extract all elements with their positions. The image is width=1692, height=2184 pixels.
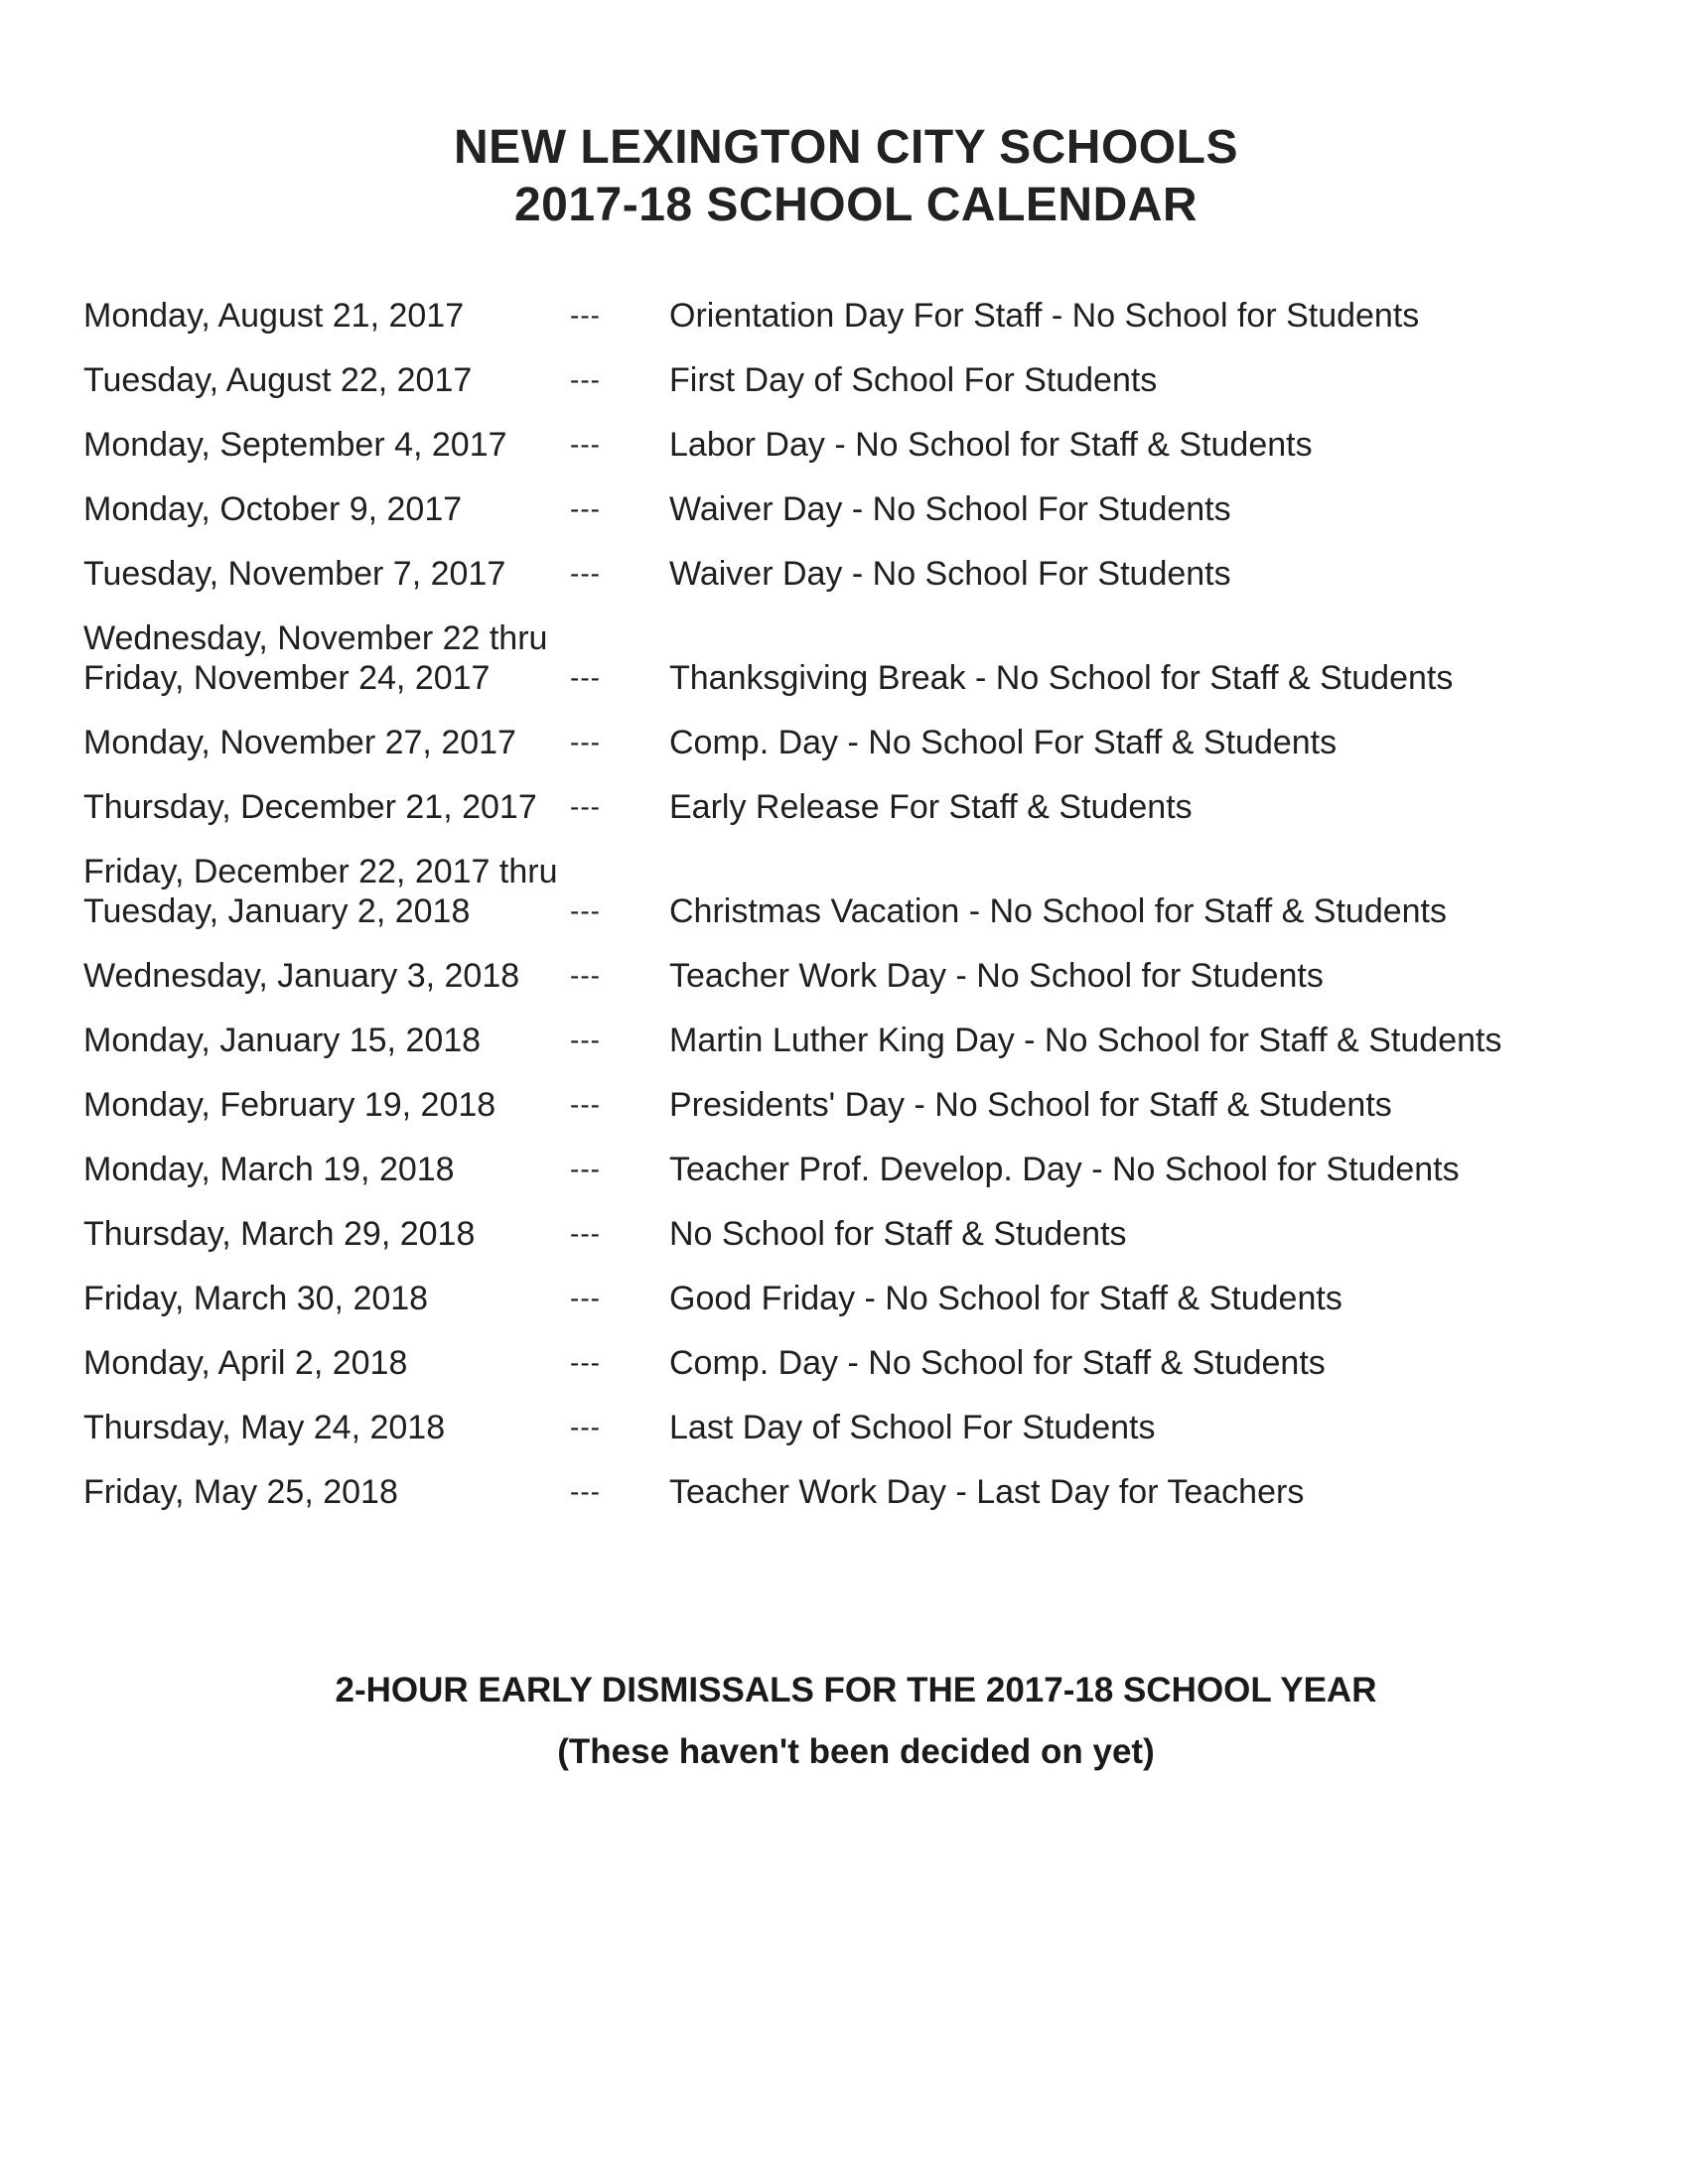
event-row [83,1279,1613,1318]
event-description: Christmas Vacation - No School for Staff & Students [669,892,1447,930]
event-row [83,554,1613,594]
event-date-line: Thursday, May 24, 2018 [83,1409,446,1446]
early-dismissal-heading: 2-HOUR EARLY DISMISSALS FOR THE 2017-18 SCHOOL YEAR [335,1671,1377,1709]
event-date-line: Monday, April 2, 2018 [83,1344,408,1382]
event-date-line: Monday, August 21, 2017 [83,297,465,335]
event-separator: --- [570,300,601,331]
event-row [83,1343,1613,1383]
event-separator: --- [570,1412,601,1442]
event-separator: --- [570,1154,601,1184]
event-date-line: Monday, February 19, 2018 [83,1086,496,1124]
event-date-line: Thursday, March 29, 2018 [83,1215,476,1253]
event-date-line: Monday, November 27, 2017 [83,724,516,761]
event-separator: --- [570,791,601,822]
event-row [83,1472,1613,1512]
event-date [83,1472,570,1512]
event-date-line: Friday, December 22, 2017 thru [83,853,558,890]
event-separator: --- [570,960,601,991]
event-description: Teacher Prof. Develop. Day - No School for Students [669,1151,1460,1188]
district-title: NEW LEXINGTON CITY SCHOOLS [454,121,1238,174]
event-description: Waiver Day - No School For Students [669,555,1231,593]
event-row [83,1021,1613,1060]
event-date [83,1085,570,1125]
event-description: Thanksgiving Break - No School for Staff & Students [669,659,1454,697]
events-list [83,296,1613,1537]
event-date [83,1408,570,1447]
event-date-line: Wednesday, November 22 thru [83,619,548,657]
event-date-line: Friday, November 24, 2017 [83,659,491,697]
event-date [83,956,570,996]
event-date [83,852,570,931]
event-description: Comp. Day - No School For Staff & Students [669,724,1338,761]
calendar-title: 2017-18 SCHOOL CALENDAR [513,179,1198,231]
event-description: Labor Day - No School for Staff & Students [669,426,1313,464]
event-separator: --- [570,1476,601,1507]
event-separator: --- [570,1347,601,1378]
event-date-line: Tuesday, January 2, 2018 [83,892,471,930]
event-date-line: Tuesday, November 7, 2017 [83,555,506,593]
event-date-line: Wednesday, January 3, 2018 [83,957,520,995]
event-description: Teacher Work Day - Last Day for Teachers [669,1473,1305,1511]
event-row [83,1150,1613,1189]
event-row [83,787,1613,827]
event-row [83,956,1613,996]
event-date-line: Monday, October 9, 2017 [83,490,463,528]
event-separator: --- [570,1024,601,1055]
calendar-header [0,119,1692,234]
event-row [83,618,1613,698]
event-separator: --- [570,895,601,926]
event-date [83,787,570,827]
event-date [83,618,570,698]
event-description: Orientation Day For Staff - No School for Students [669,297,1420,335]
event-date-line: Friday, May 25, 2018 [83,1473,398,1511]
event-date-line: Tuesday, August 22, 2017 [83,361,473,399]
event-date-line: Monday, September 4, 2017 [83,426,507,464]
event-separator: --- [570,493,601,524]
event-date-line: Thursday, December 21, 2017 [83,788,537,826]
event-separator: --- [570,662,601,693]
event-description: Waiver Day - No School For Students [669,490,1231,528]
event-description: Early Release For Staff & Students [669,788,1193,826]
event-description: First Day of School For Students [669,361,1158,399]
event-date [83,554,570,594]
event-row [83,1214,1613,1254]
event-date [83,1214,570,1254]
event-row [83,425,1613,465]
event-date-line: Friday, March 30, 2018 [83,1280,429,1317]
event-separator: --- [570,558,601,589]
event-date [83,360,570,400]
event-description: Comp. Day - No School for Staff & Students [669,1344,1326,1382]
event-row [83,1085,1613,1125]
event-separator: --- [570,1089,601,1120]
event-row [83,296,1613,336]
event-description: Martin Luther King Day - No School for Staff & Students [669,1022,1502,1059]
event-description: Teacher Work Day - No School for Students [669,957,1324,995]
event-date [83,723,570,762]
event-row [83,360,1613,400]
event-separator: --- [570,727,601,757]
event-separator: --- [570,364,601,395]
event-row [83,852,1613,931]
event-separator: --- [570,429,601,460]
event-row [83,489,1613,529]
event-separator: --- [570,1283,601,1313]
event-date-line: Monday, January 15, 2018 [83,1022,482,1059]
event-row [83,1408,1613,1447]
event-date [83,1279,570,1318]
event-description: No School for Staff & Students [669,1215,1127,1253]
event-description: Presidents' Day - No School for Staff & Students [669,1086,1392,1124]
event-date [83,489,570,529]
event-date [83,1150,570,1189]
early-dismissal-section [0,1670,1692,1773]
event-date [83,1021,570,1060]
event-date [83,425,570,465]
event-row [83,723,1613,762]
event-date [83,1343,570,1383]
event-date [83,296,570,336]
event-separator: --- [570,1218,601,1249]
early-dismissal-note: (These haven't been decided on yet) [557,1732,1155,1771]
event-description: Last Day of School For Students [669,1409,1156,1446]
event-description: Good Friday - No School for Staff & Students [669,1280,1342,1317]
event-date-line: Monday, March 19, 2018 [83,1151,455,1188]
